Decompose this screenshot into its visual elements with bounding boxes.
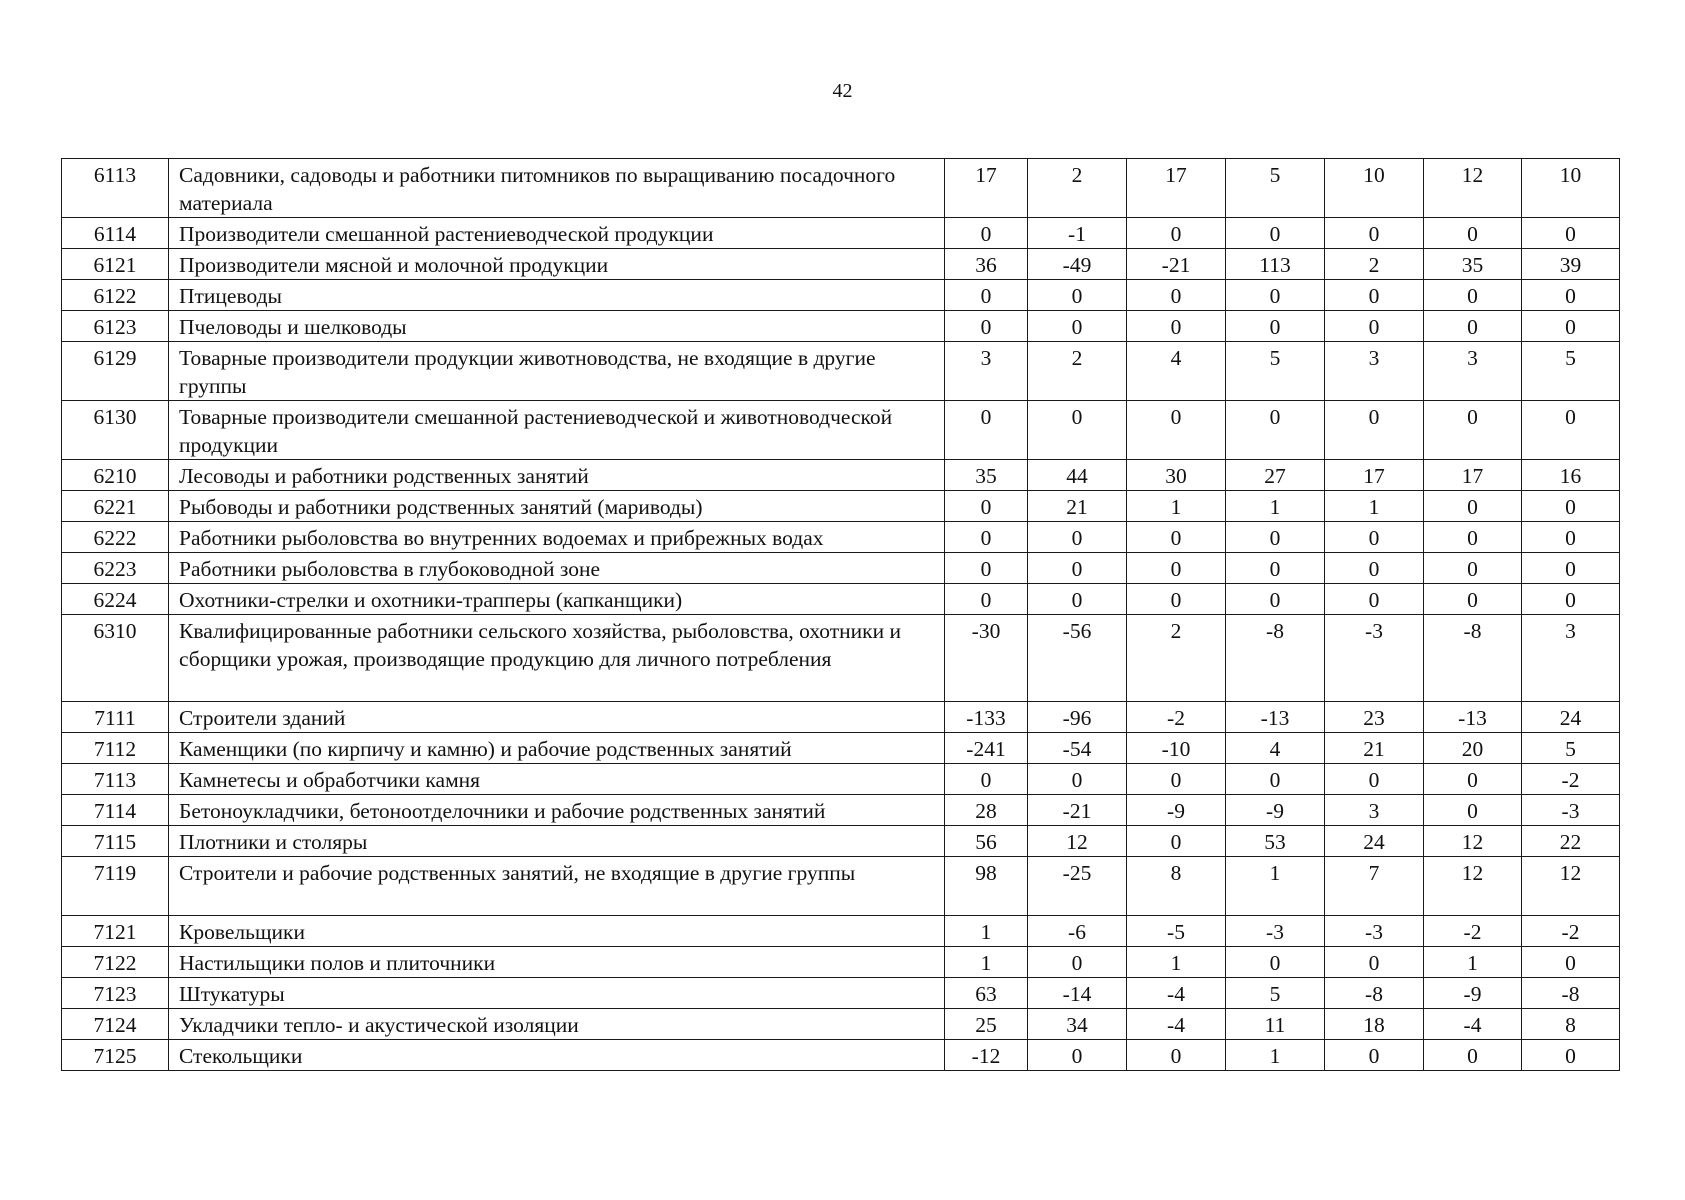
occupation-code-cell: 7111 [62, 702, 169, 733]
value-cell-col-1: 1 [945, 916, 1028, 947]
table-row [62, 615, 1620, 702]
value-cell-col-5: -3 [1325, 615, 1424, 702]
table-row [62, 218, 1620, 249]
value-cell-col-3: -10 [1127, 733, 1226, 764]
value-cell-col-3: 0 [1127, 764, 1226, 795]
value-cell-col-6: 0 [1424, 795, 1522, 826]
table-row [62, 857, 1620, 916]
value-cell-col-3: 0 [1127, 311, 1226, 342]
occupation-name-cell: Товарные производители смешанной растениеводческой и животноводческой продукции [169, 401, 945, 460]
value-cell-col-4: 0 [1226, 280, 1325, 311]
table-row [62, 947, 1620, 978]
value-cell-col-5: 0 [1325, 584, 1424, 615]
occupation-name-cell: Каменщики (по кирпичу и камню) и рабочие родственных занятий [169, 733, 945, 764]
value-cell-col-4: 113 [1226, 249, 1325, 280]
value-cell-col-1: 0 [945, 280, 1028, 311]
value-cell-col-3: -21 [1127, 249, 1226, 280]
value-cell-col-6: -4 [1424, 1009, 1522, 1040]
value-cell-col-5: 10 [1325, 159, 1424, 218]
table-row [62, 795, 1620, 826]
occupation-table-container [61, 158, 1619, 1071]
value-cell-col-6: -2 [1424, 916, 1522, 947]
value-cell-col-3: 0 [1127, 280, 1226, 311]
table-row [62, 584, 1620, 615]
occupation-name-cell: Строители зданий [169, 702, 945, 733]
occupation-name-cell: Товарные производители продукции животноводства, не входящие в другие группы [169, 342, 945, 401]
value-cell-col-5: 0 [1325, 553, 1424, 584]
value-cell-col-7: -2 [1522, 764, 1620, 795]
table-row [62, 249, 1620, 280]
value-cell-col-4: 0 [1226, 218, 1325, 249]
occupation-code-cell: 6310 [62, 615, 169, 702]
value-cell-col-3: 2 [1127, 615, 1226, 702]
value-cell-col-6: -9 [1424, 978, 1522, 1009]
value-cell-col-2: -96 [1028, 702, 1127, 733]
value-cell-col-5: 0 [1325, 401, 1424, 460]
value-cell-col-6: -13 [1424, 702, 1522, 733]
value-cell-col-2: 0 [1028, 522, 1127, 553]
occupation-code-cell: 7123 [62, 978, 169, 1009]
value-cell-col-2: 0 [1028, 1040, 1127, 1071]
value-cell-col-6: 20 [1424, 733, 1522, 764]
occupation-name-cell: Кровельщики [169, 916, 945, 947]
occupation-code-cell: 6222 [62, 522, 169, 553]
occupation-name-cell: Работники рыболовства в глубоководной зоне [169, 553, 945, 584]
value-cell-col-3: 0 [1127, 522, 1226, 553]
value-cell-col-7: 22 [1522, 826, 1620, 857]
table-row [62, 764, 1620, 795]
value-cell-col-3: 0 [1127, 584, 1226, 615]
value-cell-col-4: 53 [1226, 826, 1325, 857]
value-cell-col-3: 0 [1127, 401, 1226, 460]
value-cell-col-1: 36 [945, 249, 1028, 280]
value-cell-col-1: 56 [945, 826, 1028, 857]
occupation-code-cell: 6210 [62, 460, 169, 491]
occupation-code-cell: 7124 [62, 1009, 169, 1040]
value-cell-col-6: 1 [1424, 947, 1522, 978]
occupation-name-cell: Производители смешанной растениеводческой продукции [169, 218, 945, 249]
value-cell-col-1: 63 [945, 978, 1028, 1009]
value-cell-col-4: 0 [1226, 553, 1325, 584]
value-cell-col-4: 1 [1226, 491, 1325, 522]
occupation-code-cell: 6113 [62, 159, 169, 218]
value-cell-col-1: 3 [945, 342, 1028, 401]
table-row [62, 1040, 1620, 1071]
table-row [62, 491, 1620, 522]
table-row [62, 1009, 1620, 1040]
value-cell-col-3: 0 [1127, 1040, 1226, 1071]
value-cell-col-3: 30 [1127, 460, 1226, 491]
value-cell-col-1: 0 [945, 218, 1028, 249]
value-cell-col-3: -4 [1127, 978, 1226, 1009]
value-cell-col-4: 0 [1226, 401, 1325, 460]
occupation-name-cell: Работники рыболовства во внутренних водоемах и прибрежных водах [169, 522, 945, 553]
value-cell-col-2: -1 [1028, 218, 1127, 249]
value-cell-col-1: 0 [945, 584, 1028, 615]
occupation-name-cell: Стекольщики [169, 1040, 945, 1071]
value-cell-col-1: 0 [945, 401, 1028, 460]
value-cell-col-2: -49 [1028, 249, 1127, 280]
value-cell-col-7: 16 [1522, 460, 1620, 491]
table-row [62, 311, 1620, 342]
occupation-code-cell: 7121 [62, 916, 169, 947]
value-cell-col-7: 10 [1522, 159, 1620, 218]
occupation-code-cell: 6123 [62, 311, 169, 342]
value-cell-col-3: -2 [1127, 702, 1226, 733]
occupation-name-cell: Пчеловоды и шелководы [169, 311, 945, 342]
value-cell-col-1: -30 [945, 615, 1028, 702]
occupation-name-cell: Рыбоводы и работники родственных занятий (мариводы) [169, 491, 945, 522]
value-cell-col-2: -21 [1028, 795, 1127, 826]
value-cell-col-5: 23 [1325, 702, 1424, 733]
value-cell-col-1: 28 [945, 795, 1028, 826]
value-cell-col-2: 0 [1028, 584, 1127, 615]
occupation-name-cell: Штукатуры [169, 978, 945, 1009]
value-cell-col-1: 25 [945, 1009, 1028, 1040]
value-cell-col-1: 35 [945, 460, 1028, 491]
occupation-code-cell: 7115 [62, 826, 169, 857]
occupation-code-cell: 6221 [62, 491, 169, 522]
value-cell-col-1: 17 [945, 159, 1028, 218]
value-cell-col-6: 0 [1424, 491, 1522, 522]
value-cell-col-2: 12 [1028, 826, 1127, 857]
value-cell-col-4: 0 [1226, 947, 1325, 978]
value-cell-col-3: 1 [1127, 947, 1226, 978]
value-cell-col-1: -241 [945, 733, 1028, 764]
occupation-code-cell: 7112 [62, 733, 169, 764]
value-cell-col-6: 0 [1424, 280, 1522, 311]
occupation-code-cell: 6114 [62, 218, 169, 249]
value-cell-col-2: 21 [1028, 491, 1127, 522]
value-cell-col-4: 5 [1226, 978, 1325, 1009]
value-cell-col-7: -3 [1522, 795, 1620, 826]
occupation-name-cell: Садовники, садоводы и работники питомников по выращиванию посадочного материала [169, 159, 945, 218]
value-cell-col-2: 2 [1028, 342, 1127, 401]
value-cell-col-7: -2 [1522, 916, 1620, 947]
value-cell-col-2: 0 [1028, 947, 1127, 978]
value-cell-col-7: 5 [1522, 342, 1620, 401]
value-cell-col-5: 3 [1325, 342, 1424, 401]
value-cell-col-2: -14 [1028, 978, 1127, 1009]
value-cell-col-5: 0 [1325, 280, 1424, 311]
table-row [62, 702, 1620, 733]
occupation-code-cell: 7114 [62, 795, 169, 826]
value-cell-col-1: 0 [945, 491, 1028, 522]
value-cell-col-5: 0 [1325, 764, 1424, 795]
value-cell-col-7: -8 [1522, 978, 1620, 1009]
value-cell-col-4: 5 [1226, 159, 1325, 218]
value-cell-col-6: 0 [1424, 1040, 1522, 1071]
table-row [62, 553, 1620, 584]
value-cell-col-4: 1 [1226, 857, 1325, 916]
value-cell-col-7: 39 [1522, 249, 1620, 280]
occupation-name-cell: Настильщики полов и плиточники [169, 947, 945, 978]
value-cell-col-3: 1 [1127, 491, 1226, 522]
table-row [62, 159, 1620, 218]
occupation-code-cell: 7119 [62, 857, 169, 916]
value-cell-col-7: 0 [1522, 280, 1620, 311]
value-cell-col-4: 4 [1226, 733, 1325, 764]
value-cell-col-7: 0 [1522, 401, 1620, 460]
value-cell-col-4: -8 [1226, 615, 1325, 702]
value-cell-col-7: 0 [1522, 553, 1620, 584]
occupation-name-cell: Лесоводы и работники родственных занятий [169, 460, 945, 491]
value-cell-col-5: -3 [1325, 916, 1424, 947]
value-cell-col-2: 34 [1028, 1009, 1127, 1040]
value-cell-col-4: 0 [1226, 764, 1325, 795]
occupation-name-cell: Птицеводы [169, 280, 945, 311]
value-cell-col-5: 17 [1325, 460, 1424, 491]
value-cell-col-3: 0 [1127, 218, 1226, 249]
value-cell-col-1: 98 [945, 857, 1028, 916]
occupation-name-cell: Строители и рабочие родственных занятий, не входящие в другие группы [169, 857, 945, 916]
value-cell-col-4: 27 [1226, 460, 1325, 491]
value-cell-col-6: 0 [1424, 764, 1522, 795]
value-cell-col-1: 1 [945, 947, 1028, 978]
value-cell-col-6: -8 [1424, 615, 1522, 702]
occupation-name-cell: Камнетесы и обработчики камня [169, 764, 945, 795]
table-row [62, 280, 1620, 311]
table-row [62, 916, 1620, 947]
value-cell-col-4: 0 [1226, 311, 1325, 342]
value-cell-col-4: 0 [1226, 522, 1325, 553]
value-cell-col-4: 11 [1226, 1009, 1325, 1040]
occupation-code-cell: 6223 [62, 553, 169, 584]
value-cell-col-7: 8 [1522, 1009, 1620, 1040]
occupation-code-cell: 7113 [62, 764, 169, 795]
occupation-code-cell: 6122 [62, 280, 169, 311]
occupation-name-cell: Охотники-стрелки и охотники-трапперы (капканщики) [169, 584, 945, 615]
value-cell-col-4: -3 [1226, 916, 1325, 947]
value-cell-col-5: 21 [1325, 733, 1424, 764]
table-row [62, 460, 1620, 491]
value-cell-col-7: 0 [1522, 311, 1620, 342]
value-cell-col-2: 0 [1028, 553, 1127, 584]
value-cell-col-7: 0 [1522, 1040, 1620, 1071]
value-cell-col-5: 2 [1325, 249, 1424, 280]
occupation-code-cell: 6224 [62, 584, 169, 615]
value-cell-col-4: 5 [1226, 342, 1325, 401]
value-cell-col-7: 0 [1522, 584, 1620, 615]
value-cell-col-5: 3 [1325, 795, 1424, 826]
value-cell-col-5: 18 [1325, 1009, 1424, 1040]
value-cell-col-2: 44 [1028, 460, 1127, 491]
value-cell-col-1: 0 [945, 522, 1028, 553]
value-cell-col-2: 2 [1028, 159, 1127, 218]
value-cell-col-6: 17 [1424, 460, 1522, 491]
value-cell-col-1: 0 [945, 764, 1028, 795]
value-cell-col-6: 0 [1424, 584, 1522, 615]
value-cell-col-7: 24 [1522, 702, 1620, 733]
occupation-name-cell: Бетоноукладчики, бетоноотделочники и рабочие родственных занятий [169, 795, 945, 826]
value-cell-col-7: 3 [1522, 615, 1620, 702]
value-cell-col-5: 0 [1325, 522, 1424, 553]
page-number: 42 [832, 80, 853, 102]
value-cell-col-6: 0 [1424, 311, 1522, 342]
occupation-name-cell: Квалифицированные работники сельского хозяйства, рыболовства, охотники и сборщики урожая, производящие продукцию для личного потребления [169, 615, 945, 702]
value-cell-col-3: 8 [1127, 857, 1226, 916]
value-cell-col-6: 0 [1424, 553, 1522, 584]
occupation-name-cell: Плотники и столяры [169, 826, 945, 857]
occupation-code-cell: 6121 [62, 249, 169, 280]
value-cell-col-6: 12 [1424, 857, 1522, 916]
occupation-name-cell: Производители мясной и молочной продукции [169, 249, 945, 280]
value-cell-col-3: 0 [1127, 553, 1226, 584]
value-cell-col-3: 4 [1127, 342, 1226, 401]
value-cell-col-4: -9 [1226, 795, 1325, 826]
value-cell-col-6: 12 [1424, 159, 1522, 218]
value-cell-col-5: 0 [1325, 947, 1424, 978]
value-cell-col-5: 24 [1325, 826, 1424, 857]
value-cell-col-2: -54 [1028, 733, 1127, 764]
value-cell-col-2: 0 [1028, 401, 1127, 460]
value-cell-col-7: 12 [1522, 857, 1620, 916]
value-cell-col-2: -56 [1028, 615, 1127, 702]
value-cell-col-7: 5 [1522, 733, 1620, 764]
table-row [62, 401, 1620, 460]
value-cell-col-5: 0 [1325, 218, 1424, 249]
occupation-code-cell: 6129 [62, 342, 169, 401]
value-cell-col-3: 0 [1127, 826, 1226, 857]
value-cell-col-5: -8 [1325, 978, 1424, 1009]
value-cell-col-1: -133 [945, 702, 1028, 733]
value-cell-col-3: -9 [1127, 795, 1226, 826]
value-cell-col-5: 0 [1325, 311, 1424, 342]
value-cell-col-6: 0 [1424, 522, 1522, 553]
value-cell-col-6: 3 [1424, 342, 1522, 401]
occupation-table [61, 158, 1620, 1071]
table-row [62, 342, 1620, 401]
value-cell-col-4: -13 [1226, 702, 1325, 733]
value-cell-col-3: -4 [1127, 1009, 1226, 1040]
value-cell-col-5: 7 [1325, 857, 1424, 916]
value-cell-col-3: -5 [1127, 916, 1226, 947]
value-cell-col-2: -6 [1028, 916, 1127, 947]
table-row [62, 826, 1620, 857]
value-cell-col-1: 0 [945, 553, 1028, 584]
occupation-code-cell: 6130 [62, 401, 169, 460]
value-cell-col-4: 1 [1226, 1040, 1325, 1071]
occupation-name-cell: Укладчики тепло- и акустической изоляции [169, 1009, 945, 1040]
value-cell-col-7: 0 [1522, 522, 1620, 553]
value-cell-col-2: 0 [1028, 280, 1127, 311]
value-cell-col-6: 35 [1424, 249, 1522, 280]
value-cell-col-2: -25 [1028, 857, 1127, 916]
value-cell-col-4: 0 [1226, 584, 1325, 615]
value-cell-col-6: 12 [1424, 826, 1522, 857]
value-cell-col-7: 0 [1522, 947, 1620, 978]
table-body [62, 159, 1620, 1071]
value-cell-col-5: 1 [1325, 491, 1424, 522]
occupation-code-cell: 7125 [62, 1040, 169, 1071]
table-row [62, 978, 1620, 1009]
table-row [62, 522, 1620, 553]
value-cell-col-1: -12 [945, 1040, 1028, 1071]
value-cell-col-7: 0 [1522, 491, 1620, 522]
value-cell-col-6: 0 [1424, 218, 1522, 249]
table-row [62, 733, 1620, 764]
value-cell-col-5: 0 [1325, 1040, 1424, 1071]
value-cell-col-7: 0 [1522, 218, 1620, 249]
value-cell-col-2: 0 [1028, 764, 1127, 795]
value-cell-col-6: 0 [1424, 401, 1522, 460]
occupation-code-cell: 7122 [62, 947, 169, 978]
value-cell-col-3: 17 [1127, 159, 1226, 218]
value-cell-col-2: 0 [1028, 311, 1127, 342]
value-cell-col-1: 0 [945, 311, 1028, 342]
